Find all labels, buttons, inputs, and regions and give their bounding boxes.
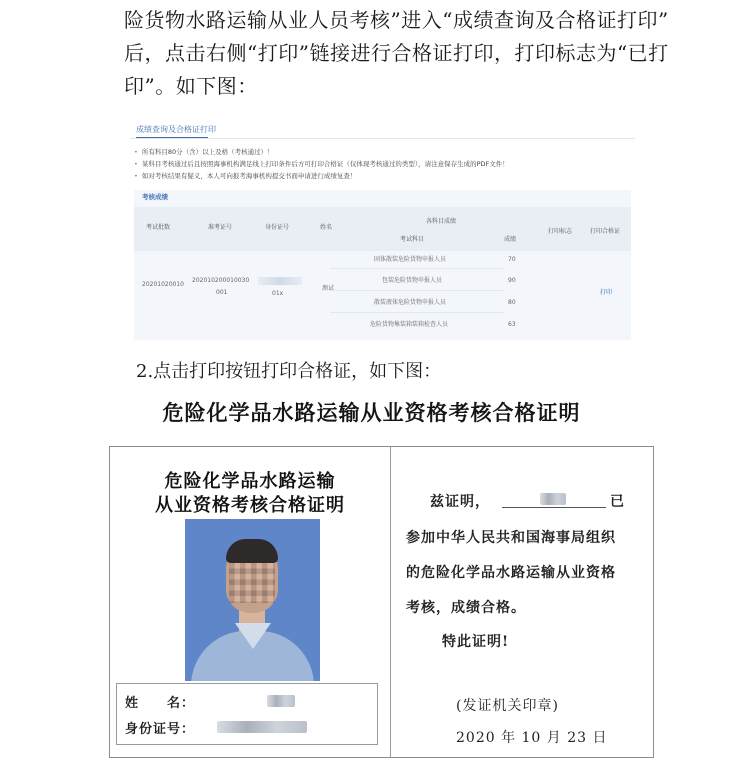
- holder-photo: [185, 519, 320, 681]
- intro-line: 后，点击右侧“打印”链接进行合格证打印，打印标志为“已打: [124, 41, 669, 65]
- row-divider: [330, 268, 505, 269]
- cell-subject: 危险货物集装箱装箱检查人员: [370, 321, 449, 328]
- cert-text-line: 的危险化学品水路运输从业资格: [406, 565, 616, 581]
- print-link[interactable]: 打印: [600, 289, 613, 296]
- header-admission-no: 准考证号: [208, 224, 233, 231]
- holder-info-box: [116, 683, 378, 745]
- table-label: 考核成绩: [142, 193, 168, 201]
- cell-score: 90: [508, 277, 516, 284]
- cert-text-line: 参加中华人民共和国海事局组织: [406, 530, 616, 546]
- bullet-icon: •: [134, 160, 138, 168]
- header-exam-batch: 考试批数: [146, 224, 171, 231]
- name-underline: [502, 507, 606, 508]
- note-item: • 所有科目80分（含）以上及格（考核通过）！: [134, 148, 274, 156]
- cell-score: 70: [508, 256, 516, 263]
- seal-note: (发证机关印章): [456, 698, 559, 714]
- row-divider: [330, 312, 505, 313]
- certificate: [109, 446, 654, 758]
- certificate-title-line: 从业资格考核合格证明: [155, 495, 345, 516]
- cell-name: 测试: [322, 285, 335, 292]
- cell-score: 80: [508, 299, 516, 306]
- redacted-id: [258, 277, 302, 285]
- intro-line: 险货物水路运输从业人员考核”进入“成绩查询及合格证打印”: [124, 8, 669, 32]
- certificate-left-panel: [110, 447, 391, 757]
- note-item: • 某科目考核通过后且按照海事机构满足线上打印条件后方可打印合格证（仅体现考核通过的类型），请注意保存生成的PDF文件！: [134, 160, 509, 168]
- step-text: 2.点击打印按钮打印合格证，如下图：: [136, 361, 442, 382]
- cell-admission-no: 202010200010030: [192, 277, 250, 284]
- redacted-id-number: [217, 721, 307, 733]
- cell-subject: 散装液体危险货物申报人员: [374, 299, 447, 306]
- row-divider: [330, 290, 505, 291]
- name-label: 姓 名：: [125, 696, 196, 711]
- header-subject: 考试科目: [400, 236, 425, 243]
- intro-paragraph: [124, 4, 724, 103]
- cert-closing: 特此证明!: [442, 634, 510, 650]
- id-label: 身份证号：: [125, 722, 196, 737]
- redacted-name: [540, 493, 566, 505]
- cert-text-suffix: 已: [610, 494, 625, 510]
- cell-subject: 固体散装危险货物申报人员: [374, 256, 447, 263]
- cell-id-tail: 01x: [272, 290, 284, 297]
- header-name: 姓名: [320, 224, 333, 231]
- header-print-cert: 打印合格证: [590, 228, 621, 235]
- cell-score: 63: [508, 321, 516, 328]
- redacted-name: [267, 695, 295, 707]
- certificate-title-line: 危险化学品水路运输: [164, 471, 336, 492]
- issue-date: 2020 年 10 月 23 日: [456, 730, 608, 746]
- cell-subject: 包装危险货物申报人员: [382, 277, 443, 284]
- face-mosaic: [229, 563, 275, 603]
- intro-line: 印”。如下图：: [124, 74, 258, 98]
- cert-text-line: 考核，成绩合格。: [406, 600, 526, 616]
- cert-text-line: 兹证明，: [430, 494, 490, 510]
- certificate-heading: 危险化学品水路运输从业资格考核合格证明: [162, 400, 581, 425]
- header-subject-scores: 各科目成绩: [426, 218, 457, 225]
- header-score: 成绩: [504, 236, 517, 243]
- bullet-icon: •: [134, 148, 138, 156]
- note-item: • 如对考核结果有疑义，本人可向报考海事机构提交书面申请进行成绩复查！: [134, 172, 357, 180]
- divider: [130, 138, 635, 139]
- cell-admission-no-cont: 001: [216, 289, 228, 296]
- notes-list: [134, 146, 509, 182]
- score-query-screenshot: [130, 120, 635, 342]
- header-print-mark: 打印标志: [548, 228, 573, 235]
- cell-exam-batch: 20201020010: [142, 281, 184, 288]
- header-id-no: 身份证号: [265, 224, 290, 231]
- section-title[interactable]: 成绩查询及合格证打印: [136, 125, 216, 134]
- bullet-icon: •: [134, 172, 138, 180]
